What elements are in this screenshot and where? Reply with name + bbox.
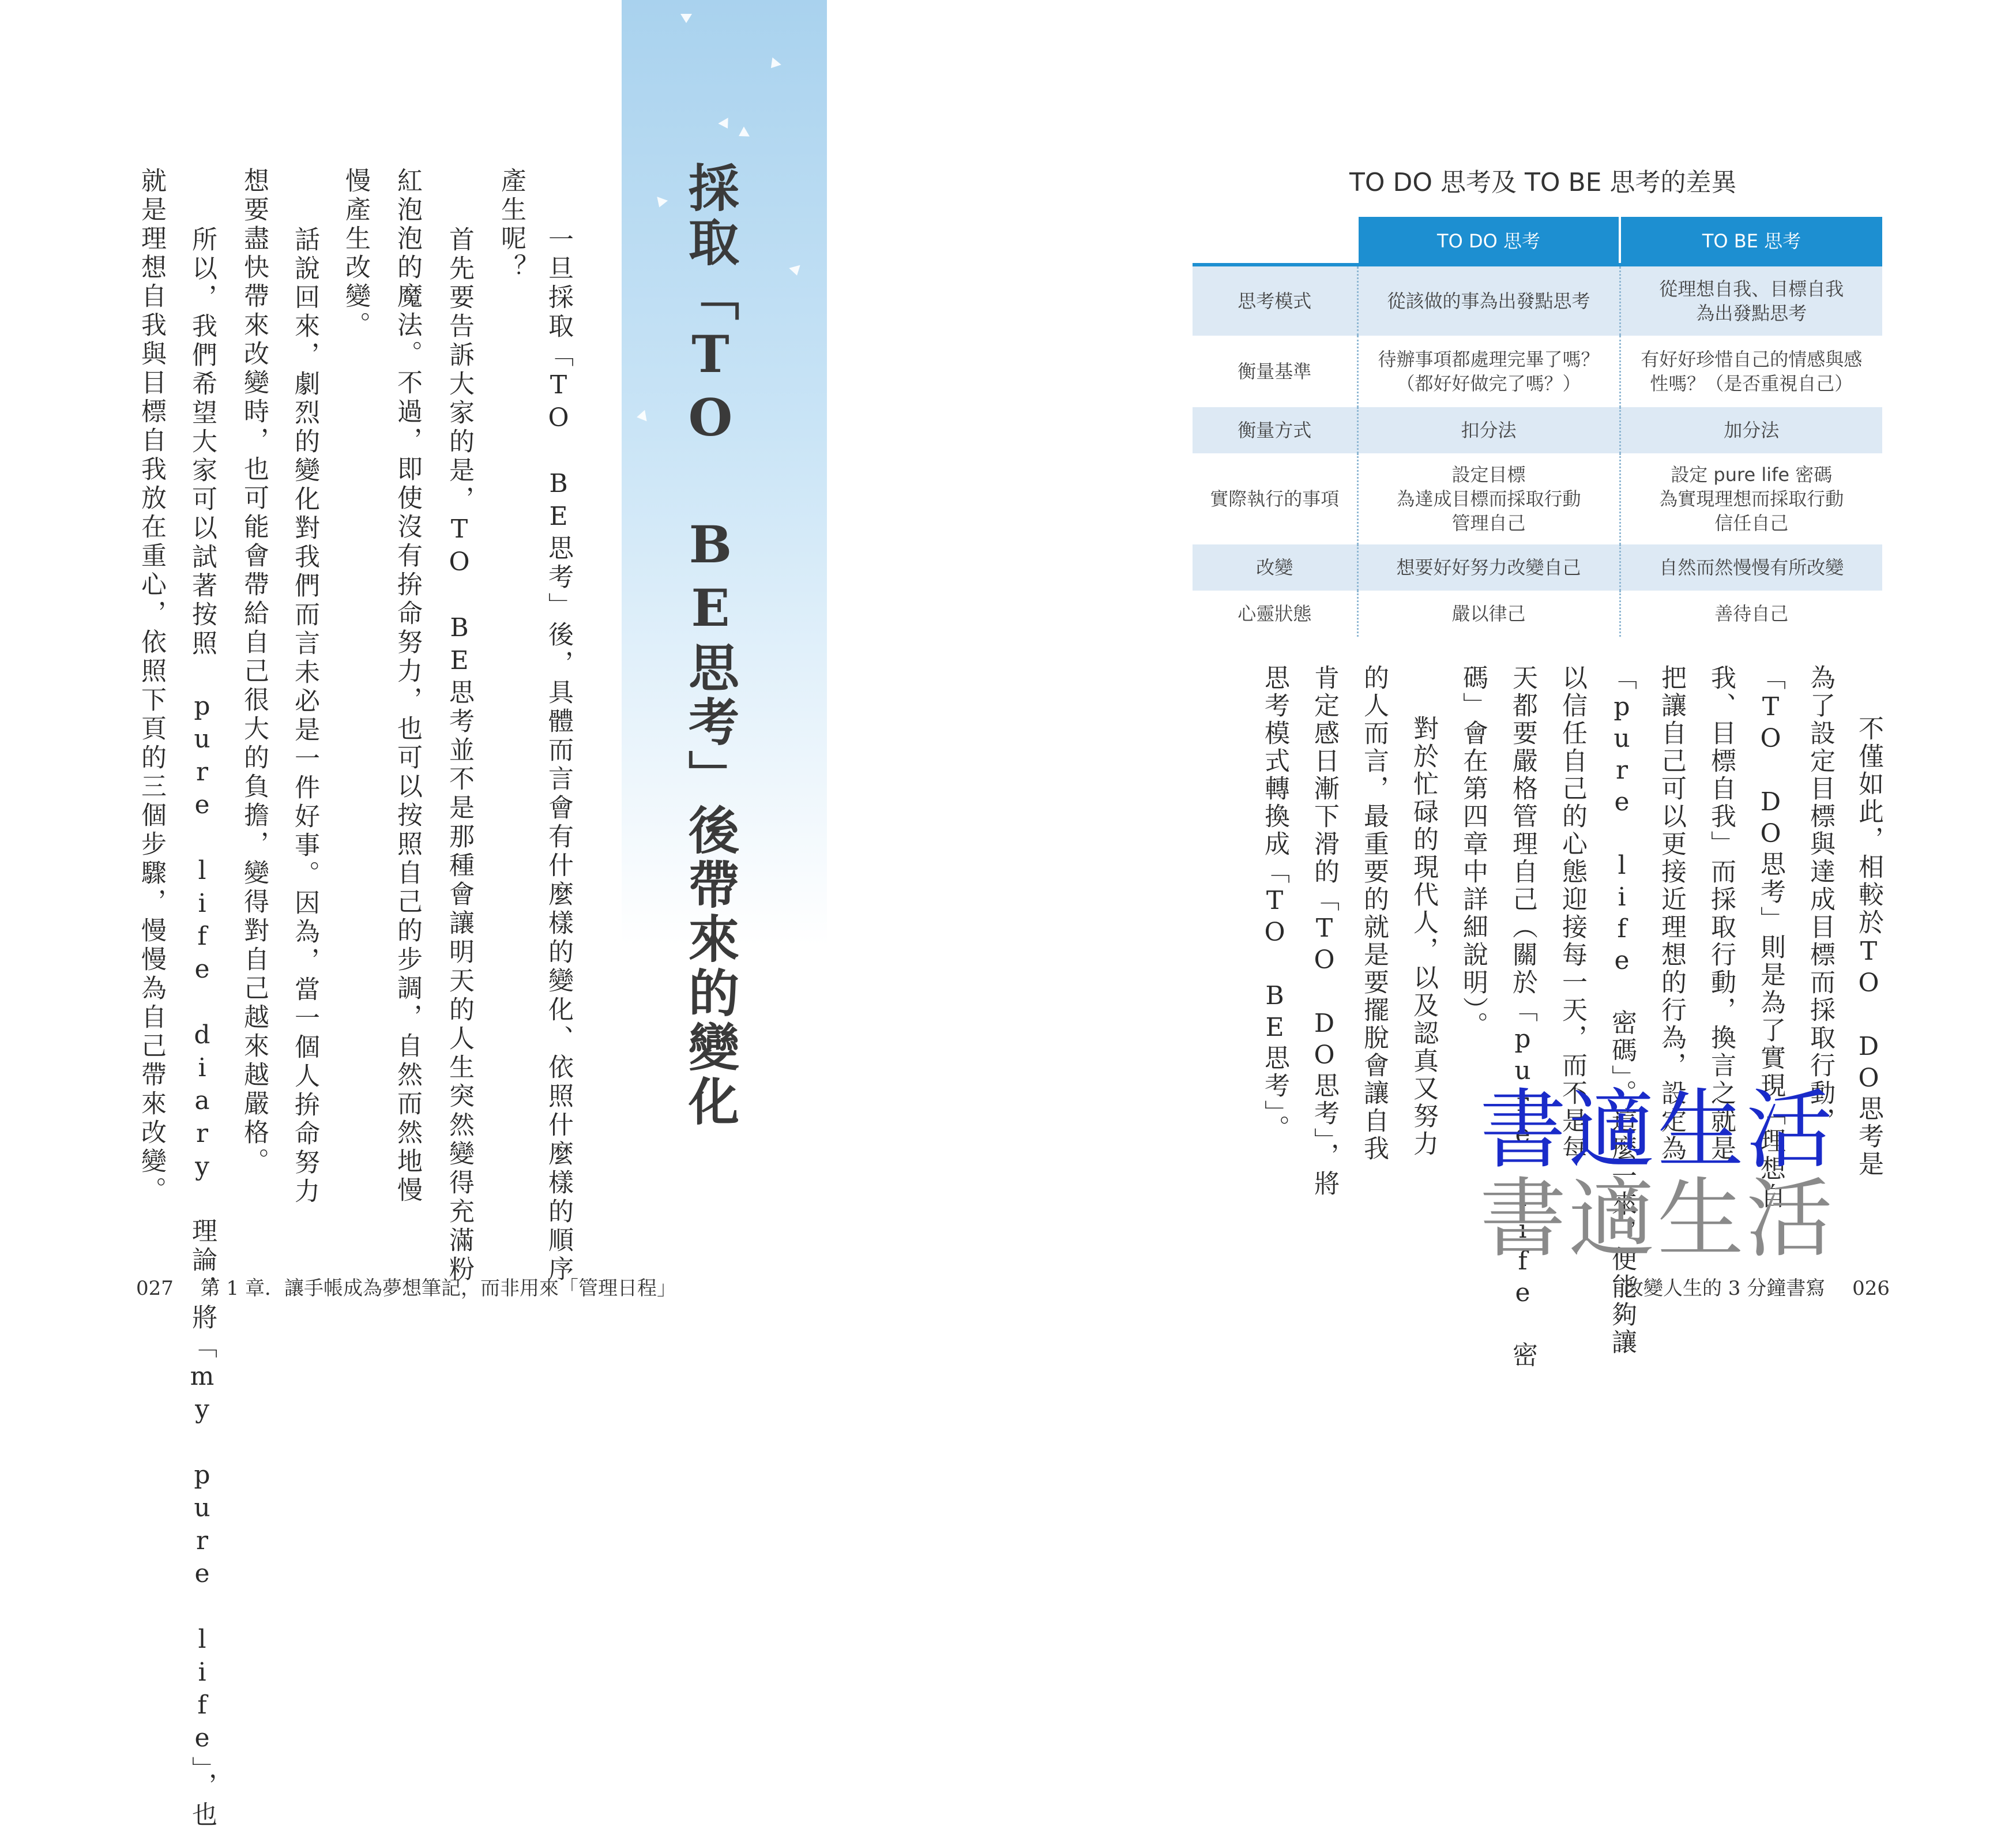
- decor-triangle: [718, 118, 732, 131]
- row-label: 實際執行的事項: [1210, 488, 1340, 510]
- table-title: TO DO 思考及 TO BE 思考的差異: [1349, 168, 1737, 197]
- table-row: [1193, 265, 1882, 336]
- body-column: 思考模式轉換成「TO BE思考」。: [1260, 664, 1289, 1143]
- cell-tobe: 善待自己: [1620, 591, 1882, 637]
- table-row: [1193, 591, 1882, 637]
- body-column: 紅泡泡的魔法。不過，即使沒有拚命努力，也可以按照自己的步調，自然而然地慢: [393, 167, 422, 1205]
- body-column: 不僅如此，相較於TO DO思考是: [1854, 715, 1883, 1178]
- table-header-tobe: TO BE 思考: [1620, 217, 1882, 265]
- cell-tobe: 有好好珍惜自己的情感與感 性嗎？（是否重視自己）: [1620, 336, 1882, 407]
- decor-triangle: [654, 197, 668, 209]
- body-column: 肯定感日漸下滑的「TO DO思考」，將: [1310, 664, 1339, 1198]
- body-column: 「TO DO思考」則是為了實現「理想自: [1756, 664, 1785, 1211]
- cell-todo: 從該做的事為出發點思考: [1357, 265, 1620, 336]
- cell-todo: 嚴以律己: [1357, 591, 1620, 637]
- page-number: 026: [1852, 1277, 1890, 1300]
- decor-triangle: [766, 57, 781, 72]
- row-label: 思考模式: [1193, 265, 1357, 336]
- watermark-blue: 書適生活: [1480, 1080, 1836, 1181]
- cell-tobe: 加分法: [1620, 407, 1882, 453]
- cell-tobe: 從理想自我、目標自我 為出發點思考: [1620, 265, 1882, 336]
- row-label: 改變: [1193, 544, 1357, 591]
- table-header-blank: [1193, 217, 1357, 265]
- cell-todo: 扣分法: [1357, 407, 1620, 453]
- body-column: 首先要告訴大家的是，TO BE思考並不是那種會讓明天的人生突然變得充滿粉: [445, 226, 474, 1284]
- body-column: 碼」會在第四章中詳細說明）。: [1458, 664, 1488, 1039]
- decor-triangle: [635, 410, 646, 423]
- table-header-todo: TO DO 思考: [1357, 217, 1620, 265]
- comparison-table: [1193, 217, 1882, 637]
- body-column: 所以，我們希望大家可以試著按照 pure life diary 理論，將「my pure life」，也: [187, 226, 217, 1830]
- table-row: [1193, 336, 1882, 407]
- chapter-title: 第 1 章．讓手帳成為夢想筆記，而非用來「管理日程」: [200, 1277, 676, 1300]
- table-row: [1193, 407, 1882, 453]
- cell-tobe: 設定 pure life 密碼 為實現理想而採取行動 信任自己: [1620, 453, 1882, 544]
- cell-todo: 想要好好努力改變自己: [1357, 544, 1620, 591]
- body-column: 我、目標自我」而採取行動，換言之就是: [1706, 664, 1736, 1163]
- body-column: 就是理想自我與目標自我放在重心，依照下頁的三個步驟，慢慢為自己帶來改變。: [137, 167, 166, 1205]
- cell-todo: 待辦事項都處理完畢了嗎？ （都好好做完了嗎？）: [1357, 336, 1620, 407]
- decor-triangle: [789, 265, 802, 277]
- table-row: [1193, 453, 1882, 544]
- row-label: 衡量基準: [1238, 360, 1312, 382]
- body-column: 「pure life 密碼」。這麼一來，便能夠讓: [1607, 664, 1637, 1356]
- decor-triangle: [680, 14, 692, 23]
- book-title: 改變人生的 3 分鐘書寫: [1624, 1277, 1826, 1300]
- body-column: 一旦採取「TO BE思考」後，具體而言會有什麼樣的變化、依照什麼樣的順序: [544, 226, 573, 1284]
- body-column: 產生呢？: [497, 167, 526, 283]
- body-column: 慢產生改變。: [341, 167, 370, 340]
- left-footer: [136, 1272, 676, 1301]
- row-label: 衡量方式: [1193, 407, 1357, 453]
- body-column: 天都要嚴格管理自己（關於「pure life 密: [1508, 664, 1537, 1369]
- body-column: 話說回來，劇烈的變化對我們而言未必是一件好事。因為，當一個人拚命努力: [290, 226, 319, 1207]
- body-column: 以信任自己的心態迎接每一天，而不是每: [1558, 664, 1587, 1163]
- row-label: 心靈狀態: [1238, 603, 1312, 625]
- right-footer: [1624, 1272, 1890, 1301]
- body-column: 為了設定目標與達成目標而採取行動，: [1806, 664, 1835, 1135]
- body-column: 的人而言，最重要的就是要擺脫會讓自我: [1359, 664, 1389, 1163]
- cell-tobe: 自然而然慢慢有所改變: [1620, 544, 1882, 591]
- watermark-gray: 書適生活: [1480, 1169, 1836, 1269]
- page-number: 027: [136, 1277, 174, 1300]
- table-row: [1193, 544, 1882, 591]
- decor-triangle: [736, 126, 750, 141]
- body-column: 把讓自己可以更接近理想的行為，設定為: [1657, 664, 1686, 1163]
- body-column: 想要盡快帶來改變時，也可能會帶給自己很大的負擔，變得對自己越來越嚴格。: [239, 167, 269, 1177]
- section-heading: 採取「TO BE思考」後帶來的變化: [680, 161, 740, 1129]
- cell-todo: 設定目標 為達成目標而採取行動 管理自己: [1357, 453, 1620, 544]
- body-column: 對於忙碌的現代人，以及認真又努力: [1409, 715, 1438, 1158]
